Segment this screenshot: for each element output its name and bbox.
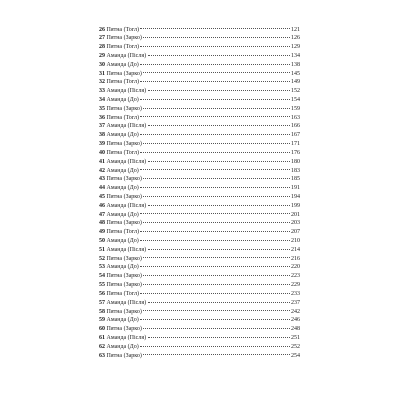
chapter-title: Аманда (До) [106, 185, 139, 192]
chapter-number: 47 [99, 211, 105, 218]
toc-entry [99, 43, 300, 52]
page-number: 176 [291, 149, 300, 156]
chapter-number: 44 [99, 185, 105, 192]
chapter-title: Аманда (До) [106, 211, 139, 218]
toc-entry [99, 26, 300, 35]
chapter-title: Аманда (До) [106, 167, 139, 174]
chapter-number: 55 [99, 282, 105, 289]
page-number: 129 [291, 44, 300, 51]
toc-entry [99, 263, 300, 272]
toc-entry [99, 149, 300, 158]
chapter-title: Пятна (Зарко) [106, 273, 142, 280]
chapter-title: Пятна (Тогл) [106, 26, 139, 33]
chapter-title: Пятна (Зарко) [106, 220, 142, 227]
chapter-number: 37 [99, 123, 105, 130]
toc-entry [99, 34, 300, 43]
toc-entry [99, 202, 300, 211]
toc-entry [99, 290, 300, 299]
dot-leader [140, 231, 289, 232]
page-number: 149 [291, 79, 300, 86]
dot-leader [140, 134, 289, 135]
page-number: 246 [291, 317, 300, 324]
page-number: 210 [291, 238, 300, 244]
dot-leader [140, 346, 289, 347]
dot-leader [143, 178, 289, 179]
chapter-number: 48 [99, 220, 105, 227]
toc-entry [99, 78, 300, 87]
page-number: 252 [291, 343, 300, 350]
dot-leader [143, 72, 289, 73]
dot-leader [140, 169, 289, 170]
chapter-title: Аманда (Після) [106, 123, 147, 130]
page-number: 248 [291, 326, 300, 333]
page-number: 183 [291, 167, 300, 174]
page-number: 191 [291, 185, 300, 192]
chapter-number: 27 [99, 35, 105, 42]
chapter-number: 54 [99, 273, 105, 280]
dot-leader [140, 319, 289, 320]
dot-leader [143, 143, 289, 144]
dot-leader [140, 240, 289, 241]
chapter-title: Пятна (Зарко) [106, 176, 142, 183]
toc-entry [99, 96, 300, 105]
toc-entry [99, 184, 300, 193]
page-number: 214 [291, 246, 300, 253]
page-number: 229 [291, 282, 300, 289]
chapter-title: Пятна (Тогл) [106, 229, 139, 236]
page-number: 145 [291, 70, 300, 77]
chapter-title: Пятна (Тогл) [106, 290, 139, 297]
dot-leader [148, 337, 290, 338]
page-number: 237 [291, 299, 300, 306]
chapter-title: Аманда (Після) [106, 158, 147, 165]
toc-entry [99, 334, 300, 343]
dot-leader [140, 99, 289, 100]
chapter-number: 28 [99, 44, 105, 51]
dot-leader [140, 293, 289, 294]
page-number: 154 [291, 97, 300, 103]
page-number: 152 [291, 88, 300, 95]
toc-entry [99, 61, 300, 70]
toc-entry [99, 114, 300, 123]
chapter-number: 58 [99, 308, 105, 315]
dot-leader [143, 328, 289, 329]
dot-leader [143, 37, 289, 38]
dot-leader [140, 81, 289, 82]
chapter-number: 33 [99, 88, 105, 95]
chapter-number: 45 [99, 193, 105, 200]
page-number: 126 [291, 35, 300, 42]
toc-entry [99, 140, 300, 149]
chapter-title: Аманда (Після) [106, 299, 147, 306]
toc-entry [99, 325, 300, 334]
chapter-title: Пятна (Зарко) [106, 70, 142, 77]
chapter-number: 39 [99, 141, 105, 148]
chapter-title: Аманда (Після) [106, 52, 147, 59]
page-number: 251 [291, 334, 300, 341]
toc-entry [99, 70, 300, 79]
chapter-number: 59 [99, 317, 105, 324]
chapter-title: Пятна (Тогл) [106, 149, 139, 156]
chapter-number: 31 [99, 70, 105, 77]
page-number: 121 [291, 26, 300, 33]
toc-entry [99, 211, 300, 220]
toc-entry [99, 87, 300, 96]
chapter-title: Аманда (До) [106, 343, 139, 350]
dot-leader [140, 64, 289, 65]
chapter-number: 36 [99, 114, 105, 121]
page-number: 138 [291, 61, 300, 68]
toc-entry [99, 219, 300, 228]
page-number: 220 [291, 264, 300, 271]
dot-leader [143, 310, 289, 311]
chapter-title: Пятна (Зарко) [106, 105, 142, 112]
dot-leader [148, 161, 290, 162]
dot-leader [143, 354, 289, 355]
toc-entry [99, 281, 300, 290]
dot-leader [140, 152, 289, 153]
chapter-number: 43 [99, 176, 105, 183]
page-number: 180 [291, 158, 300, 165]
chapter-number: 61 [99, 334, 105, 341]
chapter-title: Аманда (До) [106, 61, 139, 68]
toc-entry [99, 246, 300, 255]
chapter-title: Пятна (Зарко) [106, 141, 142, 148]
chapter-title: Пятна (Зарко) [106, 308, 142, 315]
toc-entry [99, 52, 300, 61]
chapter-title: Аманда (Після) [106, 334, 147, 341]
dot-leader [140, 213, 289, 214]
chapter-title: Аманда (До) [106, 264, 139, 271]
page-number: 216 [291, 255, 300, 262]
chapter-number: 63 [99, 352, 105, 359]
toc-entry [99, 255, 300, 264]
toc-entry [99, 352, 300, 361]
chapter-number: 29 [99, 52, 105, 59]
chapter-title: Пятна (Зарко) [106, 352, 142, 359]
page-number: 242 [291, 308, 300, 315]
page-number: 194 [291, 193, 300, 200]
chapter-number: 42 [99, 167, 105, 174]
dot-leader [143, 196, 289, 197]
chapter-title: Пятна (Зарко) [106, 326, 142, 333]
dot-leader [140, 266, 289, 267]
page-number: 159 [291, 105, 300, 112]
dot-leader [140, 46, 289, 47]
chapter-title: Аманда (До) [106, 97, 139, 103]
chapter-title: Аманда (Після) [106, 88, 147, 95]
chapter-title: Пятна (Зарко) [106, 282, 142, 289]
page-number: 207 [291, 229, 300, 236]
page-number: 163 [291, 114, 300, 121]
toc-entry [99, 316, 300, 325]
toc-entry [99, 131, 300, 140]
page-number: 203 [291, 220, 300, 227]
toc-entry [99, 272, 300, 281]
dot-leader [143, 222, 289, 223]
dot-leader [143, 257, 289, 258]
dot-leader [143, 284, 289, 285]
toc-entry [99, 308, 300, 317]
chapter-number: 38 [99, 132, 105, 139]
dot-leader [148, 125, 290, 126]
chapter-number: 56 [99, 290, 105, 297]
page-number: 167 [291, 132, 300, 139]
toc-entry [99, 105, 300, 114]
chapter-number: 41 [99, 158, 105, 165]
chapter-title: Аманда (Після) [106, 246, 147, 253]
chapter-title: Пятна (Зарко) [106, 193, 142, 200]
dot-leader [148, 249, 290, 250]
chapter-title: Пятна (Тогл) [106, 44, 139, 51]
page-number: 134 [291, 52, 300, 59]
chapter-title: Пятна (Тогл) [106, 114, 139, 121]
chapter-number: 49 [99, 229, 105, 236]
dot-leader [140, 116, 289, 117]
page-number: 185 [291, 176, 300, 183]
page-number: 233 [291, 290, 300, 297]
chapter-number: 34 [99, 97, 105, 103]
chapter-number: 32 [99, 79, 105, 86]
chapter-title: Аманда (До) [106, 238, 139, 244]
chapter-number: 53 [99, 264, 105, 271]
chapter-number: 52 [99, 255, 105, 262]
toc-entry [99, 158, 300, 167]
dot-leader [148, 90, 290, 91]
page-number: 223 [291, 273, 300, 280]
chapter-title: Аманда (До) [106, 132, 139, 139]
chapter-number: 57 [99, 299, 105, 306]
toc-entry [99, 175, 300, 184]
chapter-number: 60 [99, 326, 105, 333]
chapter-title: Аманда (Після) [106, 202, 147, 209]
chapter-number: 40 [99, 149, 105, 156]
toc-entry [99, 193, 300, 202]
chapter-title: Пятна (Тогл) [106, 79, 139, 86]
chapter-number: 51 [99, 246, 105, 253]
toc-entry [99, 343, 300, 352]
chapter-title: Аманда (До) [106, 317, 139, 324]
toc-entry [99, 228, 300, 237]
dot-leader [140, 187, 289, 188]
dot-leader [148, 55, 290, 56]
toc-entry [99, 167, 300, 176]
dot-leader [148, 205, 290, 206]
chapter-number: 62 [99, 343, 105, 350]
toc-entry [99, 237, 300, 246]
chapter-number: 30 [99, 61, 105, 68]
page-number: 254 [291, 352, 300, 359]
toc-entry [99, 122, 300, 131]
table-of-contents [99, 26, 300, 361]
dot-leader [143, 275, 289, 276]
dot-leader [143, 108, 289, 109]
chapter-number: 26 [99, 26, 105, 33]
toc-entry [99, 299, 300, 308]
dot-leader [140, 28, 289, 29]
page-number: 171 [291, 141, 300, 148]
chapter-title: Пятна (Зарко) [106, 35, 142, 42]
page-number: 201 [291, 211, 300, 218]
page-number: 166 [291, 123, 300, 130]
page-number: 199 [291, 202, 300, 209]
chapter-number: 46 [99, 202, 105, 209]
chapter-number: 35 [99, 105, 105, 112]
chapter-title: Пятна (Зарко) [106, 255, 142, 262]
dot-leader [148, 302, 290, 303]
chapter-number: 50 [99, 238, 105, 244]
